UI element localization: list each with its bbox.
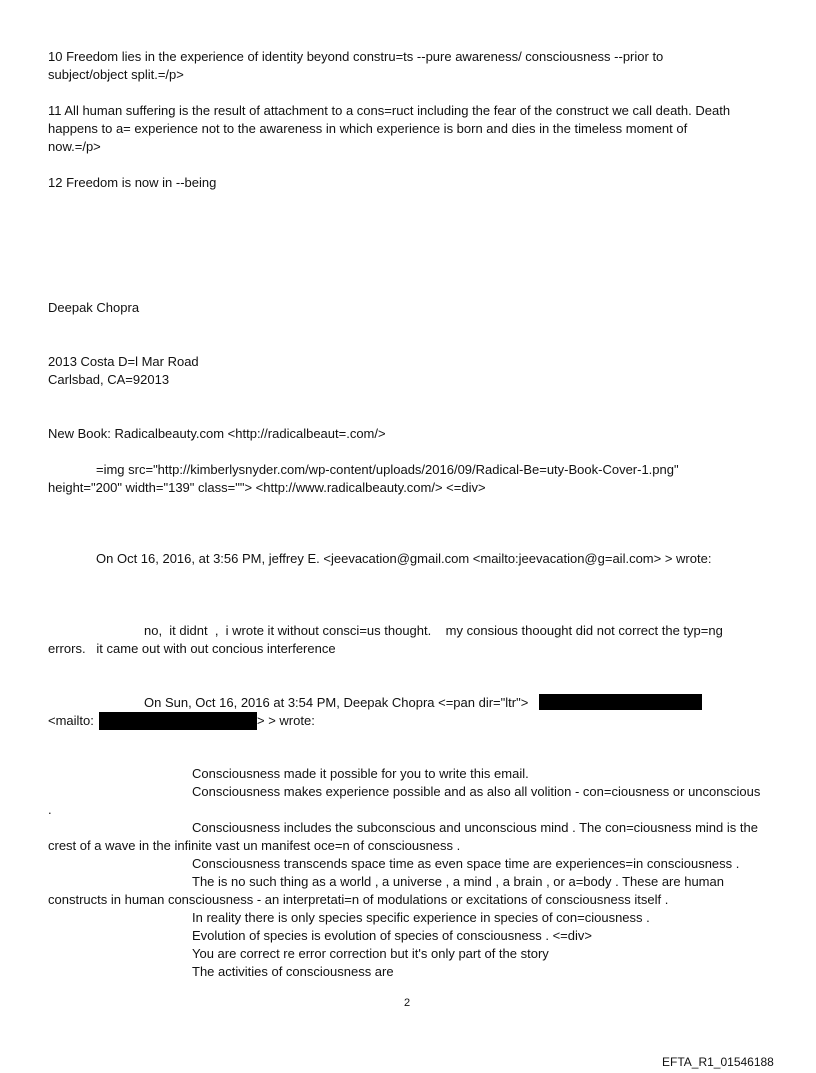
text-line: New Book: Radicalbeauty.com <http://radicalbeaut=.com/> bbox=[48, 426, 386, 441]
page-number: 2 bbox=[404, 997, 411, 1009]
text-line: no, it didnt , i wrote it without consci=us thought. my consious thoought did not correct the typ=ng bbox=[144, 623, 723, 638]
text-line: constructs in human consciousness - an interpretati=n of modulations or excitations of consciousness itself . bbox=[48, 892, 669, 907]
text-line: You are correct re error correction but it's only part of the story bbox=[192, 946, 549, 961]
text-line: Consciousness made it possible for you to write this email. bbox=[192, 766, 529, 781]
signature-name: Deepak Chopra bbox=[48, 300, 140, 315]
text-line: 10 Freedom lies in the experience of identity beyond constru=ts --pure awareness/ consciousness --prior to bbox=[48, 49, 664, 64]
text-line: now.=/p> bbox=[48, 139, 101, 154]
text-line: Consciousness transcends space time as even space time are experiences=in consciousness . bbox=[192, 856, 740, 871]
text-line: errors. it came out with out concious interference bbox=[48, 641, 336, 656]
text-line: crest of a wave in the infinite vast un manifest oce=n of consciousness . bbox=[48, 838, 461, 853]
quoted-header: On Sun, Oct 16, 2016 at 3:54 PM, Deepak Chopra <=pan dir="ltr"> bbox=[144, 695, 529, 710]
document-id: EFTA_R1_01546188 bbox=[662, 1055, 774, 1069]
text-line: Consciousness makes experience possible and as also all volition - con=ciousness or unconscious bbox=[192, 784, 761, 799]
redaction-bar bbox=[99, 712, 257, 730]
text-line: In reality there is only species specific experience in species of con=ciousness . bbox=[192, 910, 650, 925]
text-line: height="200" width="139" class=""> <http://www.radicalbeauty.com/> <=div> bbox=[48, 480, 486, 495]
address-line: Carlsbad, CA=92013 bbox=[48, 372, 170, 387]
redaction-bar bbox=[539, 694, 702, 710]
text-line: =img src="http://kimberlysnyder.com/wp-content/uploads/2016/09/Radical-Be=uty-Book-Cover-1.png" bbox=[96, 462, 679, 477]
text-line: > > wrote: bbox=[257, 713, 315, 728]
text-line: The activities of consciousness are bbox=[192, 964, 394, 979]
text-line: . bbox=[48, 802, 52, 817]
text-line: 12 Freedom is now in --being bbox=[48, 175, 217, 190]
text-line: subject/object split.=/p> bbox=[48, 67, 184, 82]
text-line: <mailto: bbox=[48, 713, 94, 728]
text-line: Consciousness includes the subconscious and unconscious mind . The con=ciousness mind is the bbox=[192, 820, 758, 835]
text-line: Evolution of species is evolution of species of consciousness . <=div> bbox=[192, 928, 592, 943]
text-line: happens to a= experience not to the awareness in which experience is born and dies in the timeless moment of bbox=[48, 121, 688, 136]
address-line: 2013 Costa D=l Mar Road bbox=[48, 354, 199, 369]
quoted-header: On Oct 16, 2016, at 3:56 PM, jeffrey E. <jeevacation@gmail.com <mailto:jeevacation@g=ail.com> > wrote: bbox=[96, 551, 712, 566]
text-line: The is no such thing as a world , a universe , a mind , a brain , or a=body . These are human bbox=[192, 874, 724, 889]
text-line: 11 All human suffering is the result of attachment to a cons=ruct including the fear of the construct we call death. Death bbox=[48, 103, 731, 118]
